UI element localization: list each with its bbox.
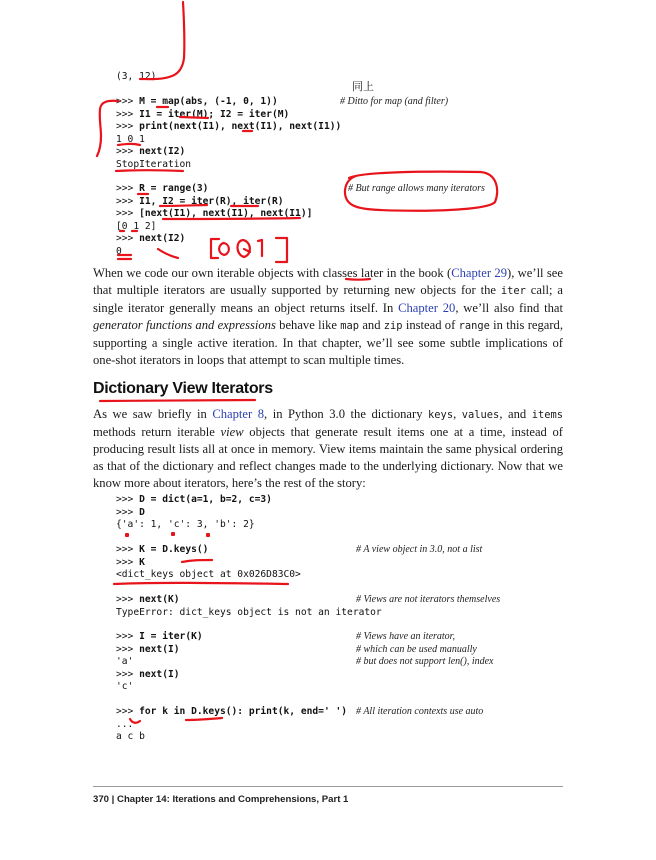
ink-dot xyxy=(171,532,175,536)
code-line: >>> M = map(abs, (-1, 0, 1)) xyxy=(116,96,278,107)
ink-underline xyxy=(130,719,140,723)
ink-loop xyxy=(345,172,497,211)
code-line: >>> next(I) xyxy=(116,643,180,655)
ink-digit xyxy=(258,240,262,256)
chapter-link[interactable]: Chapter 20 xyxy=(398,301,456,315)
code-line: >>> R = range(3) xyxy=(116,183,209,194)
code-line: >>> next(I2) xyxy=(116,233,186,244)
ink-mark xyxy=(158,249,178,258)
code-line: >>> D xyxy=(116,506,145,518)
ink-stroke xyxy=(140,2,184,79)
handwritten-list-note: [0,0,1] xyxy=(207,257,211,258)
code-line: >>> [next(I1), next(I1), next(I1)] xyxy=(116,208,313,219)
code-line: >>> K = D.keys() xyxy=(116,544,209,555)
ink-digit xyxy=(219,243,229,255)
chapter-link[interactable]: Chapter 29 xyxy=(451,266,507,280)
ink-underline xyxy=(100,400,255,401)
ink-underline xyxy=(180,117,208,118)
code-line: >>> next(I2) xyxy=(116,146,186,157)
code-line: >>> I = iter(K) xyxy=(116,631,203,642)
code-line-output: [0 1 2] xyxy=(116,220,157,232)
ink-underline xyxy=(160,205,207,206)
code-line-output: {'a': 1, 'c': 3, 'b': 2} xyxy=(116,519,255,530)
page-footer: 370 | Chapter 14: Iterations and Comprehensions, Part 1 xyxy=(93,794,349,805)
ink-bracket xyxy=(211,239,219,258)
code-line-output: (3, 12) xyxy=(116,71,157,82)
code-line: >>> K xyxy=(116,556,145,568)
ink-underline xyxy=(186,718,222,720)
code-comment: # but does not support len(), index xyxy=(356,656,494,667)
code-comment: # But range allows many iterators xyxy=(348,183,485,194)
ink-underline xyxy=(163,218,300,219)
ink-bracket xyxy=(97,101,118,156)
code-line: >>> D = dict(a=1, b=2, c=3) xyxy=(116,494,272,505)
code-line-output: a c b xyxy=(116,731,145,742)
code-line-output: <dict_keys object at 0x026D83C0> xyxy=(116,569,301,580)
code-line-output: TypeError: dict_keys object is not an iterator xyxy=(116,606,382,618)
code-line: >>> for k in D.keys(): print(k, end=' ') xyxy=(116,706,348,717)
section-heading: Dictionary View Iterators xyxy=(93,380,273,397)
ink-underline xyxy=(116,170,183,171)
code-comment: # Views have an iterator, xyxy=(356,631,455,642)
code-line-output: 0 xyxy=(116,245,122,257)
ink-dot xyxy=(125,533,129,537)
code-line: >>> I1, I2 = iter(R), iter(R) xyxy=(116,195,284,207)
ink-bracket xyxy=(276,238,287,262)
ink-underline xyxy=(346,279,370,280)
code-comment: # A view object in 3.0, not a list xyxy=(356,544,483,555)
code-line: >>> print(next(I1), next(I1), next(I1)) xyxy=(116,121,342,132)
code-line-output: StopIteration xyxy=(116,158,192,170)
code-line-output: ... xyxy=(116,718,134,730)
code-comment: # Views are not iterators themselves xyxy=(356,594,501,605)
code-line: >>> next(K) xyxy=(116,594,180,605)
ink-dot xyxy=(206,533,210,537)
code-line-output: 1 0 1 xyxy=(116,133,145,145)
chapter-link[interactable]: Chapter 8 xyxy=(212,407,265,421)
code-line-output: 'a' xyxy=(116,656,134,667)
handwritten-note: 同上 xyxy=(352,80,374,93)
code-comment: # which can be used manually xyxy=(356,643,477,655)
ink-mark xyxy=(118,255,131,259)
code-line: >>> I1 = iter(M); I2 = iter(M) xyxy=(116,108,290,120)
body-paragraph: When we code our own iterable objects with classes later in the book (Chapter 29), we’ll see that multiple iterators are usually supported by returning new objects for the iter call; a single iterator generally means an object returns itself. In Chapter 20, we’ll also find that generator functions and expressions behave like map and zip instead of range in this regard, supporting a single active iteration. In that chapter, we’ll see some subtle implications of one-shot iterators in loops that attempt to scan multiple times. xyxy=(93,266,564,367)
ink-digit xyxy=(237,240,250,257)
code-line-output: 'c' xyxy=(116,681,134,692)
ink-underline xyxy=(114,583,288,584)
code-line: >>> next(I) xyxy=(116,668,180,680)
body-paragraph: As we saw briefly in Chapter 8, in Python 3.0 the dictionary keys, values, and items methods return iterable view objects that generate result items one at a time, instead of producing result lists all at once in memory. View items maintain the same physical ordering as that of the dictionary and reflect changes made to the underlying dictionary. Now that we know more about iterators, here’s the rest of the story: xyxy=(93,407,563,490)
ink-underline xyxy=(118,144,140,145)
code-comment: # Ditto for map (and filter) xyxy=(340,96,449,107)
code-comment: # All iteration contexts use auto xyxy=(356,706,484,717)
ink-underline xyxy=(182,560,212,562)
